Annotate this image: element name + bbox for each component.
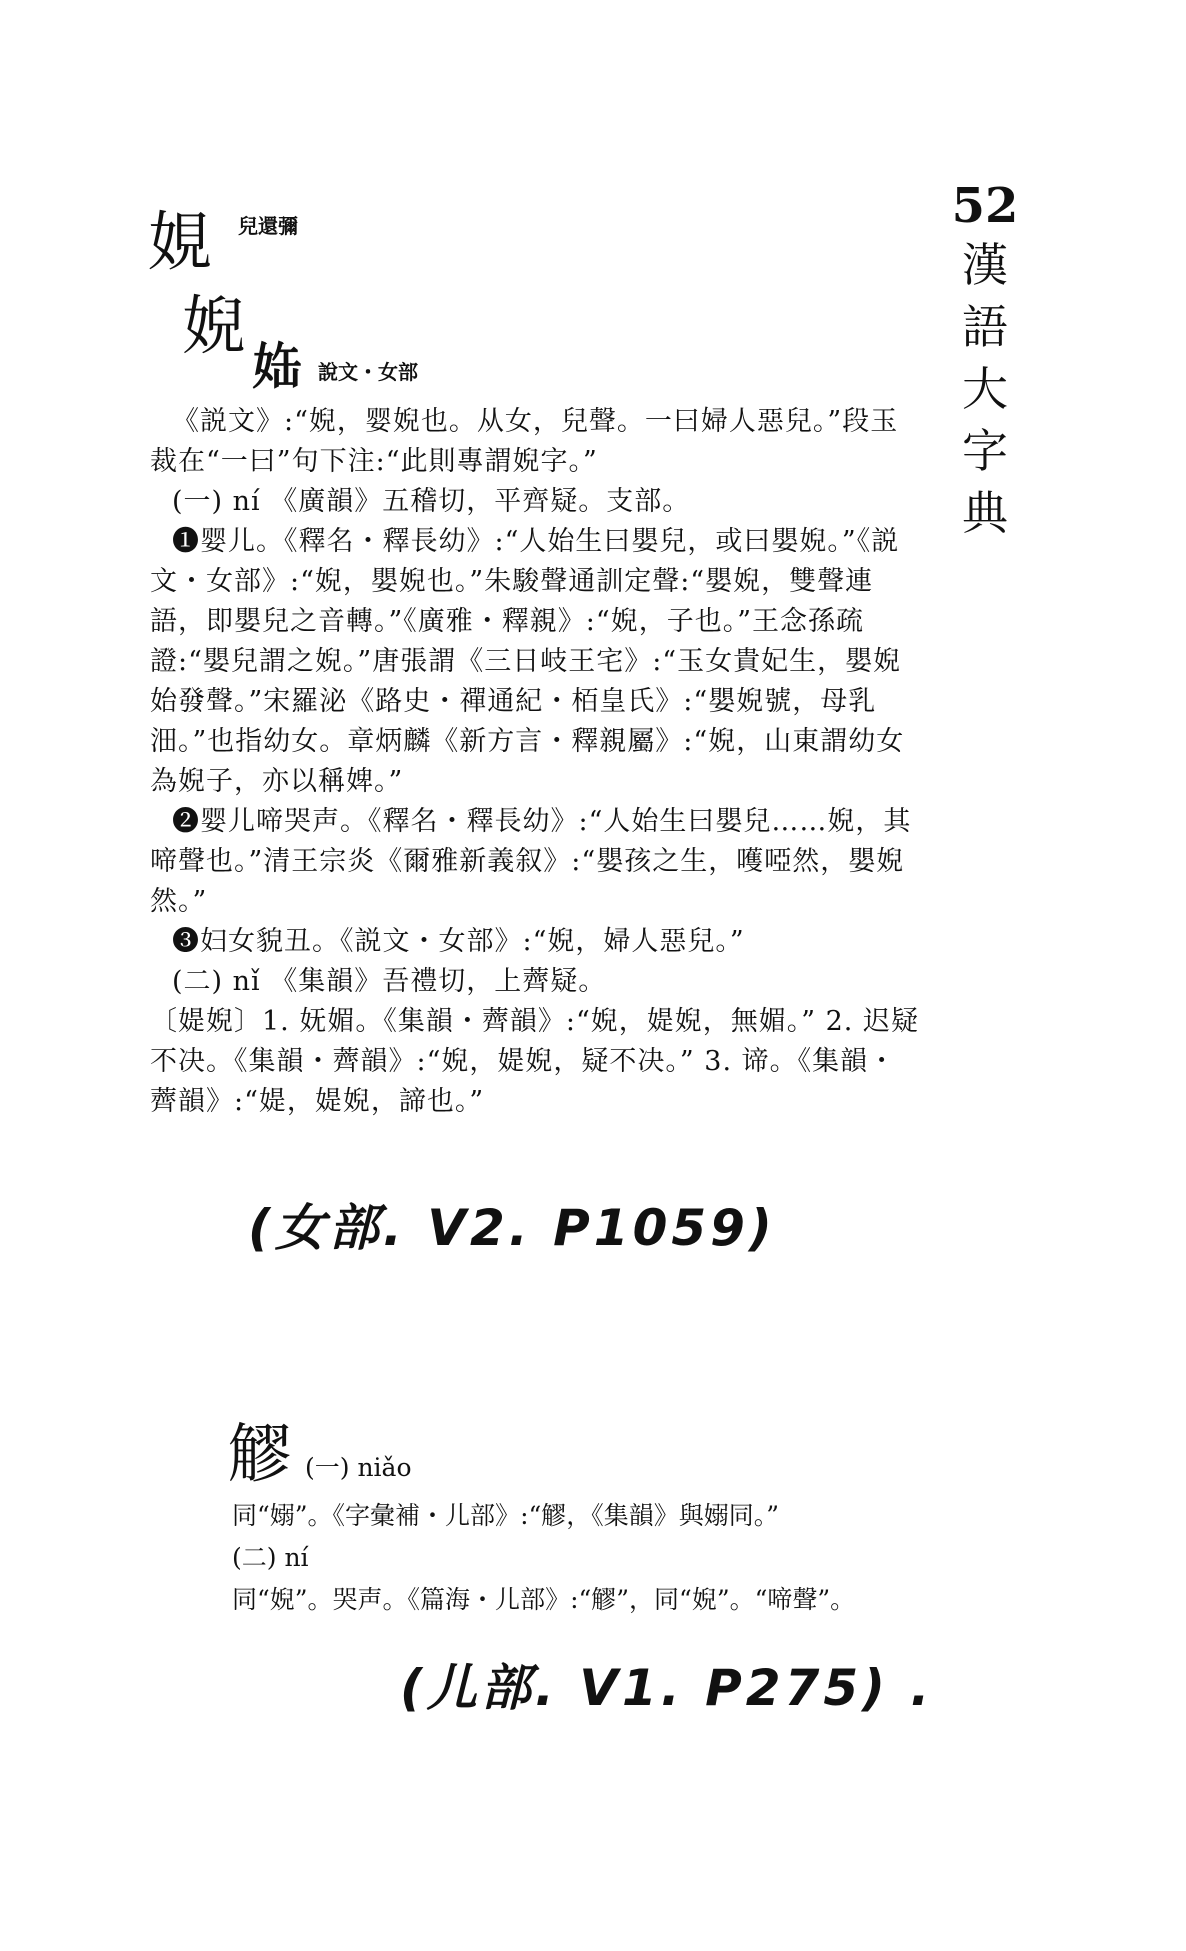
handwritten-note-2: (儿部. V1. P275) . bbox=[400, 1659, 934, 1717]
headword-entry2: 䚧 bbox=[228, 1418, 292, 1492]
entry1-sense-3: ❸妇女貌丑。《説文・女部》:“婗，婦人惡兒。” bbox=[172, 926, 745, 957]
handwritten-note-1: (女部. V2. P1059) bbox=[248, 1199, 776, 1257]
title-char-3: 大 bbox=[962, 362, 1008, 416]
entry1-compound: 〔媞婗〕1. 妩媚。《集韻・薺韻》:“婗，媞婗，無媚。” 2. 迟疑不决。《集韻・薺韻》:“婗，媞婗，疑不决。” 3. 谛。《集韻・薺韻》:“媞，媞婗，諦也。” bbox=[150, 1006, 919, 1117]
side-title bbox=[950, 178, 1020, 544]
title-char-5: 典 bbox=[962, 486, 1008, 540]
page-number: 52 bbox=[951, 178, 1019, 234]
headword-variant-label: 兒還彌 bbox=[238, 214, 298, 238]
entry1-sense-2: ❷婴儿啼哭声。《釋名・釋長幼》:“人始生曰嬰兒……婗，其啼聲也。”清王宗炎《爾雅新義叙》:“嬰孩之生，嚄啞然，嬰婗然。” bbox=[150, 806, 912, 917]
title-char-1: 漢 bbox=[962, 238, 1008, 292]
entry2-line-1: 同“嫋”。《字彙補・儿部》:“䚧，《集韻》與嫋同。” bbox=[232, 1501, 780, 1530]
headword-second: 婗 bbox=[182, 290, 246, 364]
seal-script-glyph: 𡜊 bbox=[252, 338, 302, 396]
title-char-4: 字 bbox=[962, 424, 1008, 478]
entry1-body bbox=[150, 402, 920, 1122]
entry2-body bbox=[232, 1495, 992, 1621]
seal-source-label: 說文・女部 bbox=[318, 360, 418, 384]
entry1-reading-1: (一) ní 《廣韻》五稽切，平齊疑。支部。 bbox=[172, 486, 691, 517]
title-char-2: 語 bbox=[962, 300, 1008, 354]
headword-main: 娊 bbox=[148, 206, 212, 280]
entry1-shuowen-line: 《説文》:“婗，婴婗也。从女，兒聲。一曰婦人惡兒。”段玉裁在“一曰”句下注:“此則專謂婗字。” bbox=[150, 406, 899, 477]
entry2-reading-1: (一) niǎo bbox=[305, 1453, 412, 1482]
entry1-reading-2: (二) nǐ 《集韻》吾禮切，上薺疑。 bbox=[172, 966, 607, 997]
entry1-sense-1: ❶婴儿。《釋名・釋長幼》:“人始生曰嬰兒，或曰嬰婗。”《説文・女部》:“婗，嬰婗也。”朱駿聲通訓定聲:“嬰婗，雙聲連語，即嬰兒之音轉。”《廣雅・釋親》:“婗，子也。”王念孫疏證:“嬰兒謂之婗。”唐張謂《三日岐王宅》:“玉女貴妃生，嬰婗始發聲。”宋羅泌《路史・禪通紀・栢皇氏》:“嬰婗號，母乳沺。”也指幼女。章炳麟《新方言・釋親屬》:“婗，山東謂幼女為婗子，亦以稱婢。” bbox=[150, 526, 905, 797]
entry2-reading-2: (二) ní bbox=[232, 1543, 309, 1572]
entry2-line-2: 同“婗”。哭声。《篇海・儿部》:“䚧”，同“婗”。“啼聲”。 bbox=[232, 1585, 856, 1614]
